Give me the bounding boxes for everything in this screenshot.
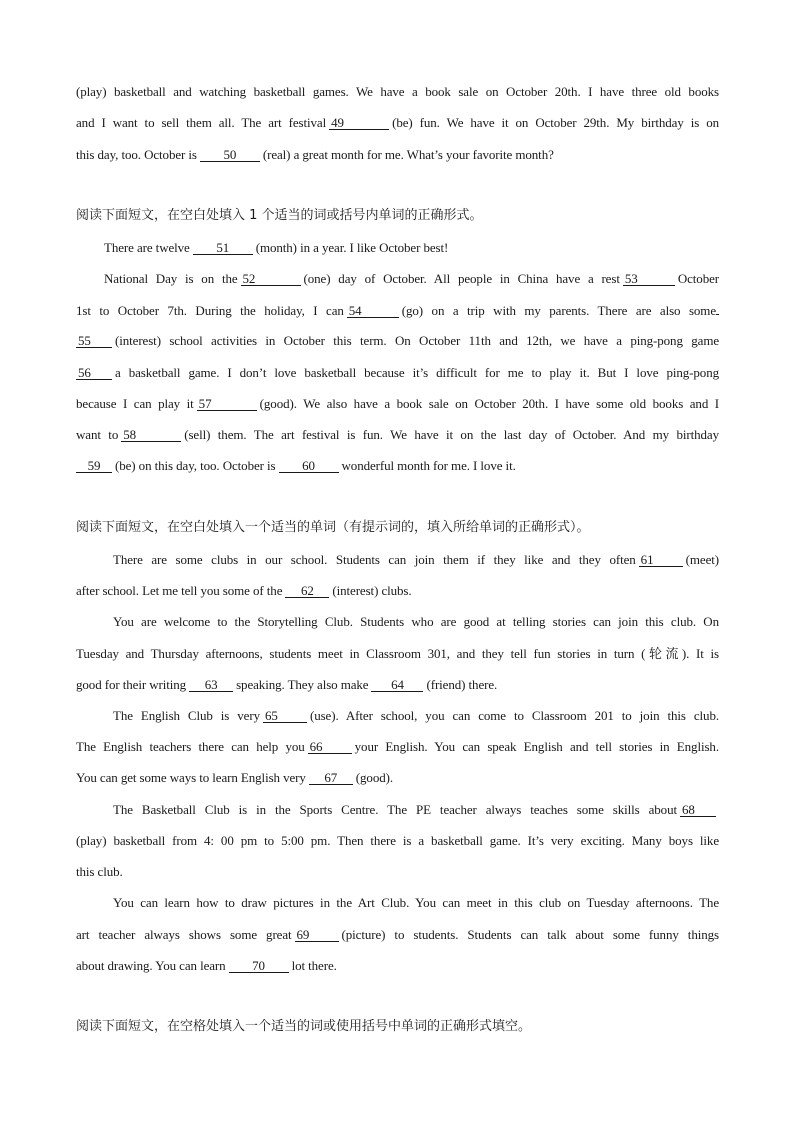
answer-blank[interactable]: 65: [263, 709, 307, 723]
answer-blank[interactable]: 53: [623, 272, 675, 286]
answer-blank[interactable]: 51: [193, 241, 253, 255]
section-instruction: 阅读下面短文，在空格处填入一个适当的词或使用括号中单词的正确形式填空。: [76, 1019, 532, 1034]
text-line: National Day is on the 52 (one) day of October. All people in China have a rest 53 October: [104, 271, 719, 286]
text-line: You can get some ways to learn English very 67 (good).: [76, 770, 394, 785]
text-line: You can learn how to draw pictures in the Art Club. You can meet in this club on Tuesday afternoons. The: [113, 895, 719, 910]
answer-blank[interactable]: 68: [680, 803, 716, 817]
text-line: There are some clubs in our school. Students can join them if they like and they often 61 (meet): [113, 552, 719, 567]
answer-blank[interactable]: 63: [189, 678, 233, 692]
answer-blank[interactable]: 56: [76, 366, 112, 380]
answer-blank[interactable]: 61: [639, 553, 683, 567]
answer-blank[interactable]: 49: [329, 116, 389, 130]
text-line: art teacher always shows some great 69 (picture) to students. Students can talk about some funny things: [76, 927, 719, 942]
text-line: and I want to sell them all. The art festival 49 (be) fun. We have it on October 29th. My birthday is on: [76, 115, 719, 130]
text-line: You are welcome to the Storytelling Club. Students who are good at telling stories can join this club. On: [113, 614, 719, 629]
text-line: want to 58 (sell) them. The art festival is fun. We have it on the last day of October. And my birthday: [76, 427, 719, 442]
text-line: good for their writing 63 speaking. They also make 64 (friend) there.: [76, 677, 498, 692]
answer-blank[interactable]: 66: [308, 740, 352, 754]
text-line: after school. Let me tell you some of the 62 (interest) clubs.: [76, 583, 412, 598]
text-line: this day, too. October is 50 (real) a great month for me. What’s your favorite month?: [76, 147, 554, 162]
text-line: The Basketball Club is in the Sports Centre. The PE teacher always teaches some skills about 68: [113, 802, 719, 818]
text-line: There are twelve 51 (month) in a year. I like October best!: [104, 240, 449, 255]
text-line: this club.: [76, 864, 123, 879]
answer-blank[interactable]: 62: [285, 584, 329, 598]
text-line: 55 (interest) school activities in October this term. On October 11th and 12th, we have a ping-pong game: [78, 333, 719, 348]
answer-blank[interactable]: 64: [371, 678, 423, 692]
section-instruction: 阅读下面短文，在空白处填入一个适当的单词（有提示词的，填入所给单词的正确形式）。: [76, 520, 590, 535]
text-line: The English teachers there can help you 66 your English. You can speak English and tell stories in English.: [76, 739, 719, 754]
answer-blank[interactable]: 52: [241, 272, 301, 286]
answer-blank[interactable]: 59: [76, 459, 112, 473]
answer-blank[interactable]: 57: [197, 397, 257, 411]
text-line: Tuesday and Thursday afternoons, students meet in Classroom 301, and they tell fun stories in turn (轮流). It is: [76, 646, 719, 661]
section-instruction: 阅读下面短文，在空白处填入 1 个适当的词或括号内单词的正确形式。: [76, 208, 483, 223]
answer-blank[interactable]: 54: [347, 304, 399, 318]
answer-blank[interactable]: 70: [229, 959, 289, 973]
text-line: 56 a basketball game. I don’t love basketball because it’s difficult for me to play it. But I love ping-pong: [78, 365, 719, 380]
text-line: 59 (be) on this day, too. October is 60 wonderful month for me. I love it.: [76, 458, 719, 474]
answer-blank[interactable]: 58: [121, 428, 181, 442]
answer-blank[interactable]: 67: [309, 771, 353, 785]
answer-blank[interactable]: 69: [295, 928, 339, 942]
text-line: The English Club is very 65 (use). After school, you can come to Classroom 201 to join this club.: [113, 708, 719, 723]
text-line: because I can play it 57 (good). We also have a book sale on October 20th. I have some old books and I: [76, 396, 720, 411]
text-line: (play) basketball from 4: 00 pm to 5:00 pm. Then there is a basketball game. It’s very exciting. Many boys like: [76, 833, 719, 848]
text-line: about drawing. You can learn 70 lot there.: [76, 958, 337, 973]
answer-blank[interactable]: 55: [76, 334, 112, 348]
answer-blank[interactable]: 50: [200, 148, 260, 162]
text-line: (play) basketball and watching basketball games. We have a book sale on October 20th. I have three old books: [76, 84, 719, 99]
answer-blank[interactable]: 60: [279, 459, 339, 473]
text-line: 1st to October 7th. During the holiday, I can 54 (go) on a trip with my parents. There are also some: [76, 302, 719, 319]
